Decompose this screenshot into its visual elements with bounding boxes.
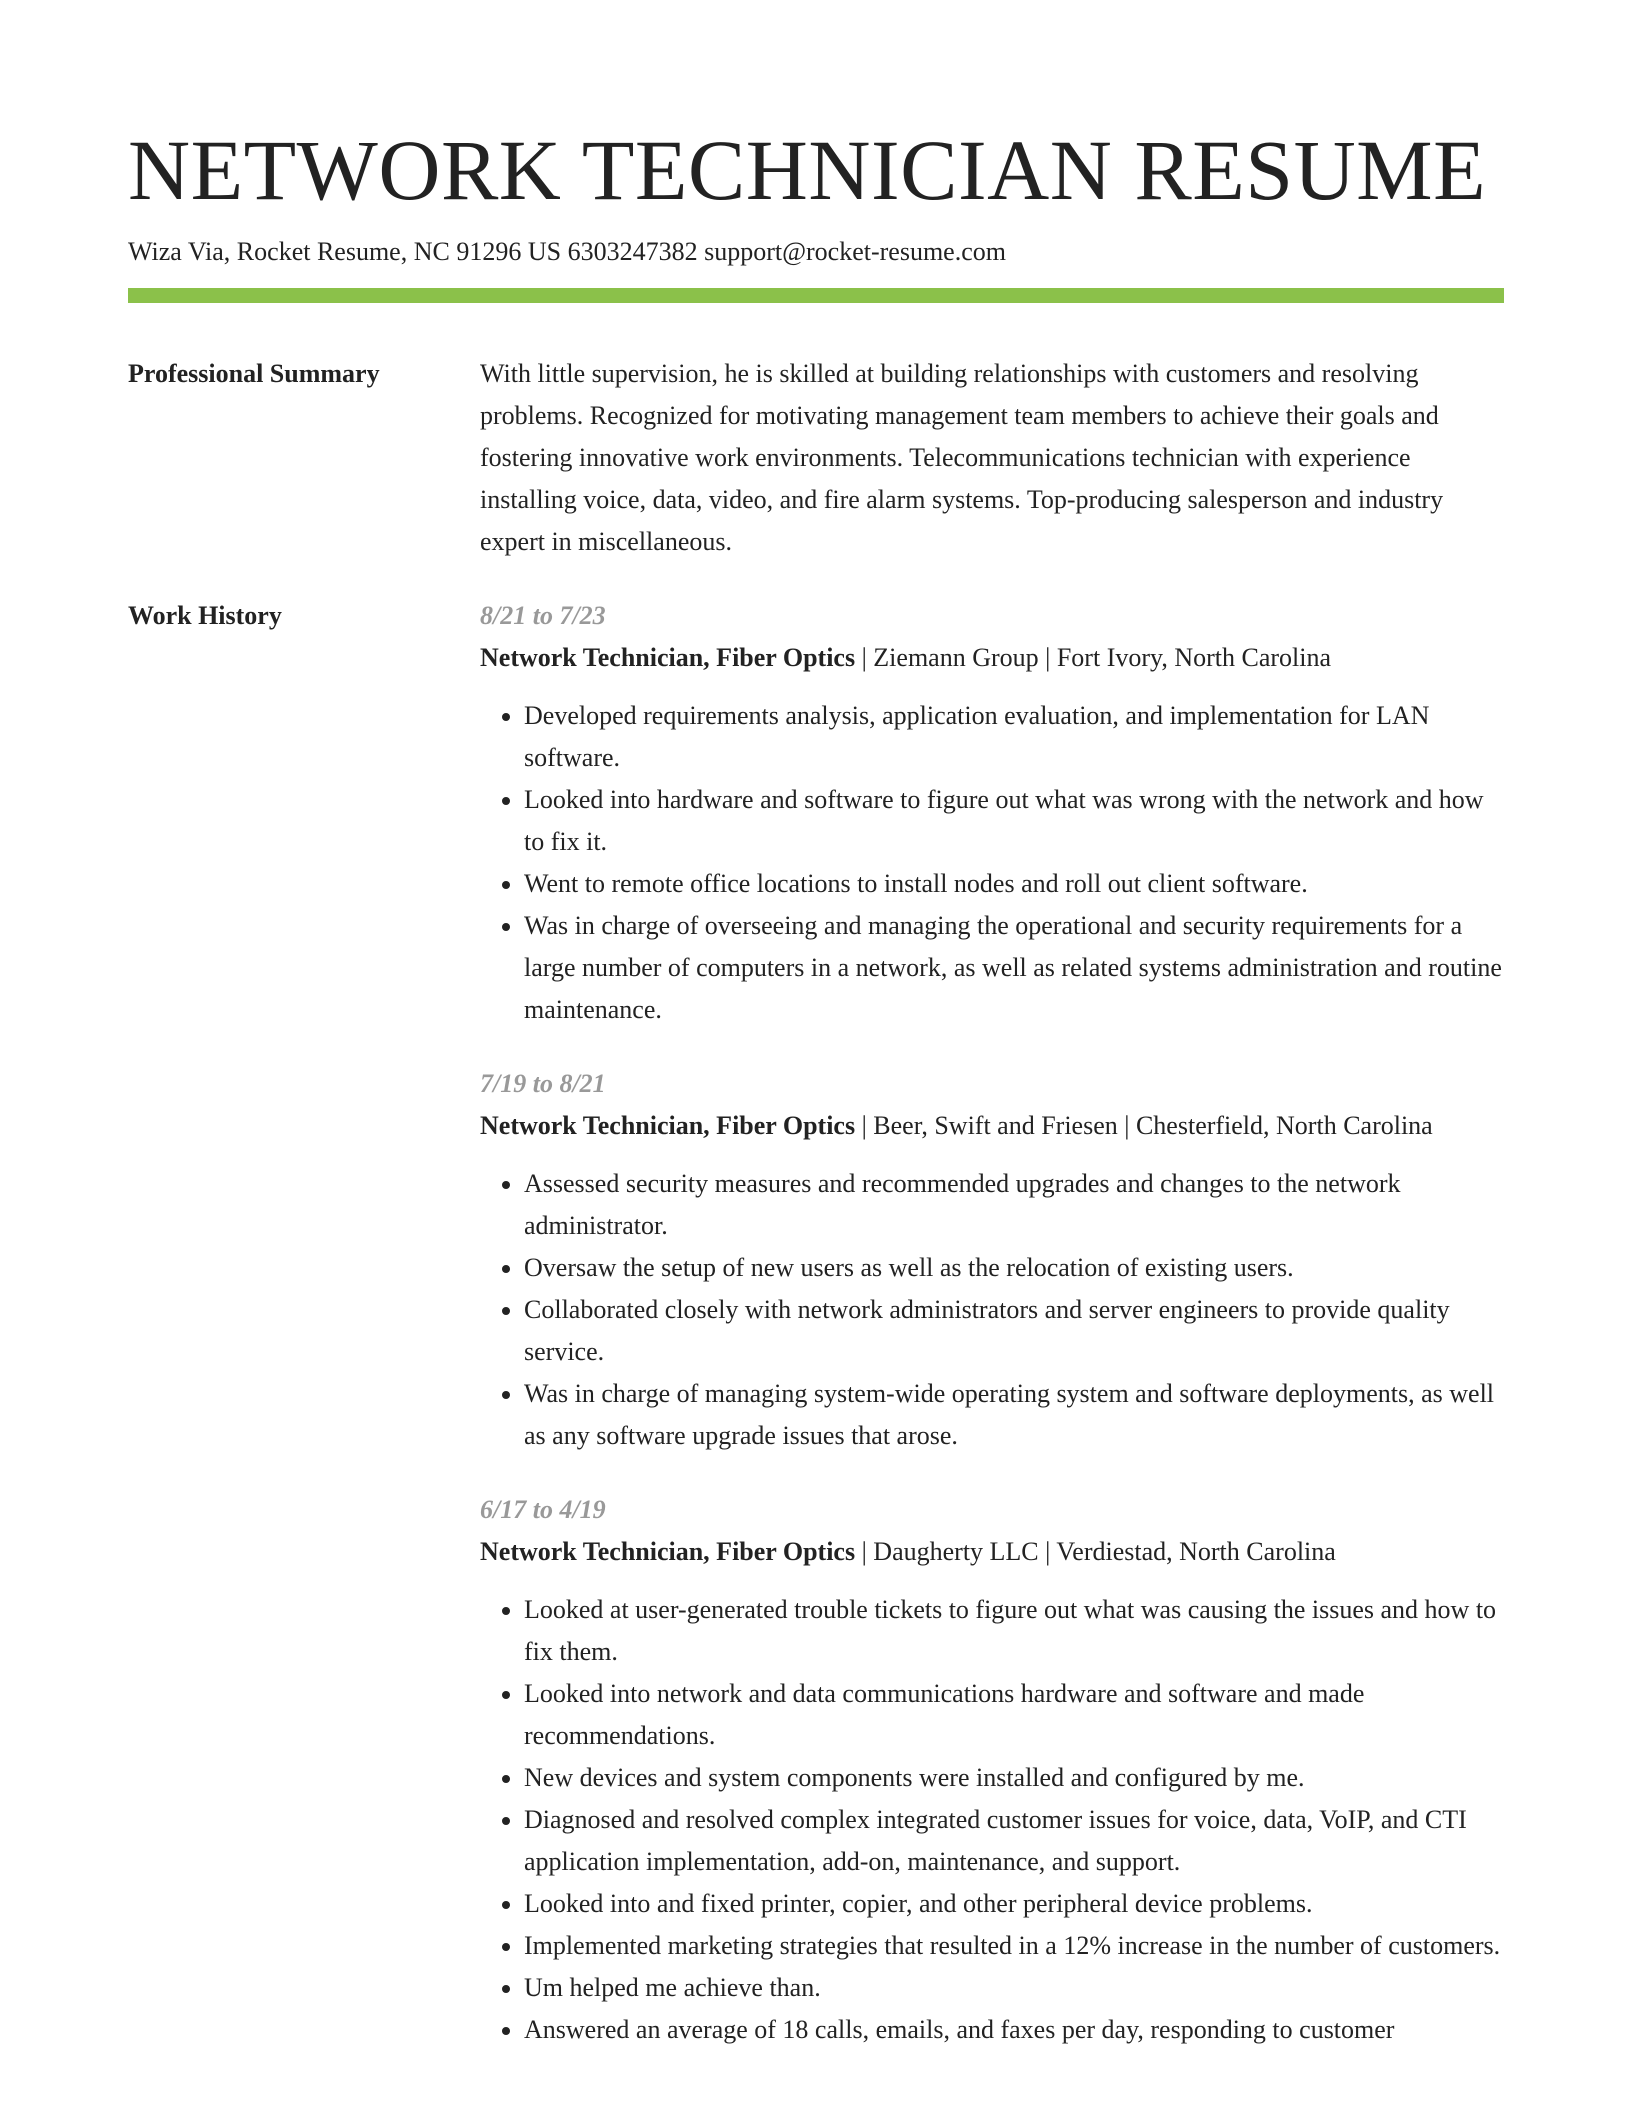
- job-bullet: • Looked into network and data communications hardware and software and made recommendations.: [524, 1673, 1504, 1757]
- job-bullet: • Looked into hardware and software to figure out what was wrong with the network and how to fix it.: [524, 779, 1504, 863]
- section-heading-work-history: Work History: [128, 601, 282, 630]
- job-bullet: • Looked at user-generated trouble tickets to figure out what was causing the issues and how to fix them.: [524, 1589, 1504, 1673]
- summary-text: With little supervision, he is skilled at building relationships with customers and resolving problems. Recognized for motivating management team members to achieve their goals and fostering innovative work environments. Telecommunications technician with experience installing voice, data, video, and fire alarm systems. Top-producing salesperson and industry expert in miscellaneous.: [480, 359, 1444, 556]
- job-role: Network Technician, Fiber Optics: [480, 643, 856, 672]
- work-history-section: [128, 595, 1504, 2083]
- resume-title: NETWORK TECHNICIAN RESUME: [128, 122, 1487, 218]
- job-bullet: • Assessed security measures and recommended upgrades and changes to the network administrator.: [524, 1163, 1504, 1247]
- job-dates: 8/21 to 7/23: [480, 601, 606, 630]
- job-bullet: • Developed requirements analysis, application evaluation, and implementation for LAN software.: [524, 695, 1504, 779]
- job-bullet: • Went to remote office locations to install nodes and roll out client software.: [524, 863, 1504, 905]
- section-heading-summary: Professional Summary: [128, 359, 380, 388]
- job-heading: [480, 1105, 1504, 1147]
- job-bullet-list: [480, 695, 1504, 1031]
- job-bullet: • Was in charge of overseeing and managing the operational and security requirements for a large number of computers in a network, as well as related systems administration and routine maintenance.: [524, 905, 1504, 1031]
- job-heading: [480, 1531, 1504, 1573]
- job-role: Network Technician, Fiber Optics: [480, 1111, 856, 1140]
- job-dates: 6/17 to 4/19: [480, 1495, 606, 1524]
- job-employer-location: | Ziemann Group | Fort Ivory, North Carolina: [855, 643, 1332, 672]
- job-bullet: • Looked into and fixed printer, copier, and other peripheral device problems.: [524, 1883, 1504, 1925]
- contact-line: [128, 234, 1504, 270]
- accent-divider: [128, 288, 1504, 303]
- job-entry: [480, 1063, 1504, 1457]
- contact-phone: 6303247382: [567, 237, 698, 266]
- job-bullet-list: [480, 1589, 1504, 2051]
- job-bullet: • Answered an average of 18 calls, emails, and faxes per day, responding to customer: [524, 2009, 1504, 2051]
- job-bullet: • Was in charge of managing system-wide operating system and software deployments, as well as any software upgrade issues that arose.: [524, 1373, 1504, 1457]
- professional-summary-section: [128, 353, 1504, 563]
- resume-page: [128, 118, 1504, 2083]
- job-role: Network Technician, Fiber Optics: [480, 1537, 856, 1566]
- job-dates: 7/19 to 8/21: [480, 1069, 606, 1098]
- job-bullet: • New devices and system components were installed and configured by me.: [524, 1757, 1504, 1799]
- job-employer-location: | Daugherty LLC | Verdiestad, North Carolina: [855, 1537, 1336, 1566]
- job-heading: [480, 637, 1504, 679]
- job-bullet: • Diagnosed and resolved complex integrated customer issues for voice, data, VoIP, and CTI application implementation, add-on, maintenance, and support.: [524, 1799, 1504, 1883]
- job-entry: [480, 595, 1504, 1031]
- contact-address: Wiza Via, Rocket Resume, NC 91296 US: [128, 237, 562, 266]
- job-bullet-list: [480, 1163, 1504, 1457]
- contact-email: support@rocket-resume.com: [704, 237, 1006, 266]
- job-entry: [480, 1489, 1504, 2051]
- job-bullet: • Oversaw the setup of new users as well as the relocation of existing users.: [524, 1247, 1504, 1289]
- job-bullet: • Collaborated closely with network administrators and server engineers to provide quality service.: [524, 1289, 1504, 1373]
- job-bullet: • Implemented marketing strategies that resulted in a 12% increase in the number of customers.: [524, 1925, 1504, 1967]
- job-bullet: • Um helped me achieve than.: [524, 1967, 1504, 2009]
- work-history-list: [480, 595, 1504, 2083]
- job-employer-location: | Beer, Swift and Friesen | Chesterfield, North Carolina: [855, 1111, 1433, 1140]
